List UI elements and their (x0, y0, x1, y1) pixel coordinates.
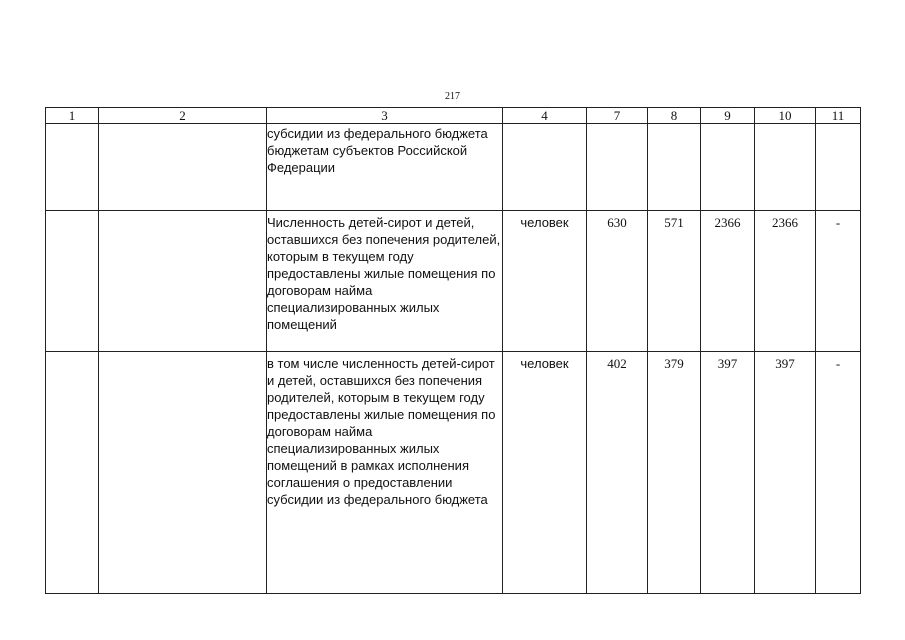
row-value-8-cell: 571 (648, 211, 701, 352)
row-value-9-cell: 397 (701, 352, 755, 594)
row-col1-cell (46, 352, 99, 594)
column-header-9: 9 (701, 108, 755, 124)
row-unit-cell (503, 124, 587, 211)
row-col2-cell (99, 124, 267, 211)
row-value-11-cell: - (816, 352, 861, 594)
row-col2-cell (99, 352, 267, 594)
column-header-1: 1 (46, 108, 99, 124)
row-col2-cell (99, 211, 267, 352)
column-header-10: 10 (755, 108, 816, 124)
column-header-8: 8 (648, 108, 701, 124)
page-number: 217 (445, 91, 460, 102)
row-col1-cell (46, 124, 99, 211)
row-value-10-cell: 2366 (755, 211, 816, 352)
table-row (46, 211, 861, 352)
row-value-8-cell (648, 124, 701, 211)
column-header-4: 4 (503, 108, 587, 124)
table-row (46, 352, 861, 594)
column-header-3: 3 (267, 108, 503, 124)
header-row (46, 108, 861, 124)
column-header-11: 11 (816, 108, 861, 124)
data-table (45, 107, 861, 594)
row-description-cell: Численность детей-сирот и детей, оставшихся без попечения родителей, которым в текущем году предоставлены жилые помещения по договорам найма специализированных жилых помещений (267, 211, 503, 352)
row-value-8-cell: 379 (648, 352, 701, 594)
row-value-7-cell (587, 124, 648, 211)
row-value-11-cell (816, 124, 861, 211)
row-value-7-cell: 402 (587, 352, 648, 594)
column-header-2: 2 (99, 108, 267, 124)
row-col1-cell (46, 211, 99, 352)
table-row (46, 124, 861, 211)
row-value-9-cell (701, 124, 755, 211)
column-header-7: 7 (587, 108, 648, 124)
row-unit-cell: человек (503, 352, 587, 594)
row-value-10-cell: 397 (755, 352, 816, 594)
row-value-10-cell (755, 124, 816, 211)
row-unit-cell: человек (503, 211, 587, 352)
row-description-cell: в том числе численность детей-сирот и детей, оставшихся без попечения родителей, которым в текущем году предоставлены жилые помещения по договорам найма специализированных жилых помещений в рамках исполнения соглашения о предоставлении субсидии из федерального бюджета (267, 352, 503, 594)
row-value-9-cell: 2366 (701, 211, 755, 352)
row-description-cell: субсидии из федерального бюджета бюджетам субъектов Российской Федерации (267, 124, 503, 211)
row-value-11-cell: - (816, 211, 861, 352)
row-value-7-cell: 630 (587, 211, 648, 352)
